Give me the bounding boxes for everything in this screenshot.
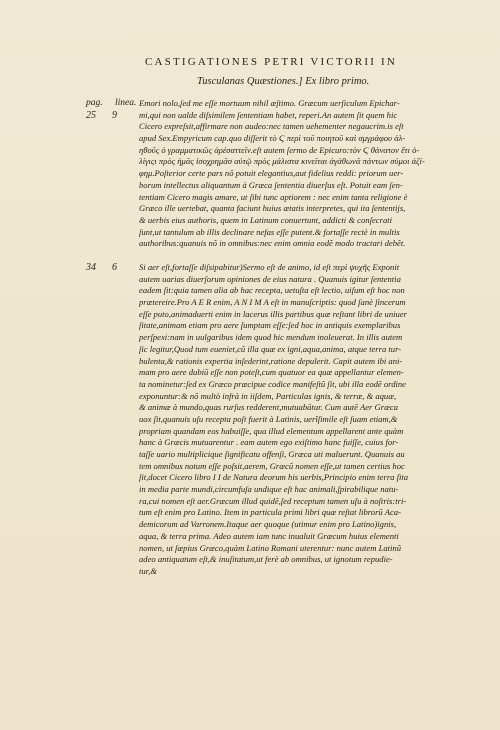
text-line: tur,& [139, 565, 157, 576]
text-line: ra,cui nomen eſt aer.Græcum illud quidẽ,ſed receptum tamen uſu à noſtris:tri- [139, 495, 407, 506]
text-line: demicorum ad Varronem.Itaque aer quoque (utimur enim pro Latino)ignis, [139, 519, 397, 530]
text-line: apud Sex.Empyricum cap.quo diſſerit τὸ Ϛ περὶ τοῦ ποιητοῦ καὶ σμγράφου ἀλ- [139, 133, 406, 144]
entry2-page-number: 34 [86, 262, 96, 273]
text-line: borum intellectus aliquantum à Græca ſententia diuerſus eſt. Potuit eam ſen- [139, 179, 403, 190]
text-line: in media parte mundi,circumfuſa undique eſt hac animali,ſpirabilique natu- [139, 484, 399, 495]
text-line: prætereire.Pro A E R enim, A N I M A eſt in manuſcriptis: quod ſanè ſincerum [139, 297, 406, 308]
entry2-reference [86, 262, 138, 273]
entry1-text [139, 98, 475, 250]
text-line: λίγιςι πρὸς ἡμᾶς ἰσοχρημᾶσ αὐτῷ πρὸς μάλιστα κινεῖται ἀγάθωνᾶ πάντων σύμοι ἀζί- [139, 156, 425, 167]
text-line: tentiam Cicero magis amare, ut ſibi tunc aptiorem : nec enim tanta religione è [139, 191, 408, 202]
text-line: φημ.Poſterior certe pars nõ potuit elegantius,aut fidelius reddi: priorum uer- [139, 168, 404, 179]
text-line: tum eſt enim pro Latino. Item in particula primi libri quæ reſtat librorũ Aca- [139, 507, 401, 518]
text-line: tem omnibus notum eſſe poſsit,aerem, Græcũ nomen eſſe,ut tamen certius hoc [139, 460, 405, 471]
text-line: propriam quandam eos habuiſſe, qua illud elementum appellarent ante quàm [139, 425, 404, 436]
text-line: exponuntur:& nõ multò infrà in iiſdem, Particulas ignis, & terræ, & aquæ, [139, 390, 397, 401]
text-line: ſit,docet Cicero libro I I de Natura deorum his uerbis,Principio enim terra ſita [139, 472, 409, 483]
text-line: Cicero expreſsit,affirmare non audeo:nec tamen uehementer negaucrim.is eſt [139, 121, 404, 132]
entry1-line-number: 9 [112, 110, 117, 121]
text-line: mam pro aere dubiũ eſſe non poteſt,cum quatuor ea quæ appellantur elemen- [139, 367, 404, 378]
text-line: ſitate,animam etiam pro aere ſumptam eſſe:ſed hoc in antiquis exemplaribus [139, 320, 401, 331]
entry2-line-number: 6 [112, 262, 117, 273]
page-column-label: pag. [86, 98, 103, 108]
text-line: hanc à Græcis mutuarentur . eam autem ego exiſtimo hanc fuiſſe, cuius for- [139, 437, 399, 448]
entry1-page-number: 25 [86, 110, 96, 121]
text-line: Græco ille uertebat, quanta faciunt huius ætatis interpretes, qui ita ſententijs, [139, 203, 406, 214]
text-line: Emori nolo,ſed me eſſe mortuum nihil æſtimo. Græcum uerſiculum Epichar- [139, 98, 400, 108]
text-line: eadem ſit:quia tamen alia ab hac recepta, uetuſta eſt lectio, uiſum eſt hoc non [139, 285, 405, 296]
text-line: Si aer eſt,fortaſſe diſsipabitur)Sermo eſt de animo, id eſt περὶ ψυχῆς Exponit [139, 262, 400, 272]
text-line: & uerbis eius authoris, quem in Latinum conuertunt, addicti & conſecrati [139, 214, 393, 225]
text-line: & animæ à mundo,quas rurſus redderent,mutuabātur. Cum autē Aer Græca [139, 402, 398, 413]
running-head: CASTIGATIONES PETRI VICTORII IN [145, 56, 398, 68]
section-subhead: Tusculanas Quæstiones.] Ex libro primo. [197, 76, 370, 87]
text-line: aqua, & terra prima. Adeo autem iam tunc inualuit Græcum huius elementi [139, 530, 399, 541]
line-column-label: linea. [115, 98, 137, 108]
text-line: perſpexi:nam in uulgaribus idem quod hic mendum inoleuerat. In illis autem [139, 332, 403, 343]
entry2-text [139, 262, 475, 578]
text-line: ſic legitur,Quod tum eueniet,cũ illa quæ ex igni,aqua,anima, atque terra tur- [139, 343, 402, 354]
text-line: bulenta,& rationis expertia inſederint,ratione depulerit. Capit autem ibi ani- [139, 355, 403, 366]
text-line: taſſe uario multiplicique ſignificatu offenſi, Græca uti maluerunt. Quanuis au [139, 449, 405, 459]
text-line: authoribus:quanuis nõ in omnibus:nec enim omnia eodẽ modo tractari debẽt. [139, 238, 406, 249]
text-line: ta nominetur:ſed ex Græco præcipue codice manifeſtũ ſit, ubi illa eodẽ ordine [139, 378, 406, 389]
text-line: adeo antiquatum eſt,& inuſitatum,ut ferè ab omnibus, ut ignotum repudie- [139, 554, 393, 565]
text-line: autem uarias diuerſorum opiniones de eius natura . Quanuis igitur ſententia [139, 273, 401, 284]
text-line: nomen, ut ſæpius Græco,quàm Latino Romani uterentur: nunc autem Latinũ [139, 542, 402, 553]
text-line: ſunt,ut tantulum ab illis declinare nefas eſſe putent.& fortaſſe rectè in multis [139, 226, 400, 237]
text-line: uox ſit,quanuis uſu recepta poſt fuerit à Latinis, uerîſimile eſt ſuam etiam,& [139, 413, 398, 424]
column-labels [86, 98, 146, 108]
text-line: mi,qui non ualde diſsimilem ſententiam habet, reperi.An autem ſit quem hic [139, 109, 398, 120]
text-line: eſſe puto,animaduerti enim in lacerus illis partibus quæ reſtant libri de uniuer [139, 308, 407, 319]
entry1-reference [86, 110, 138, 121]
text-line: ηθοῦς ὁ γραμματικῶς ἀρέσαττεῖν.eſt autem ſermo de Epicuro:τὸν Ϛ θάνατον ἔτι ὁ- [139, 144, 420, 155]
